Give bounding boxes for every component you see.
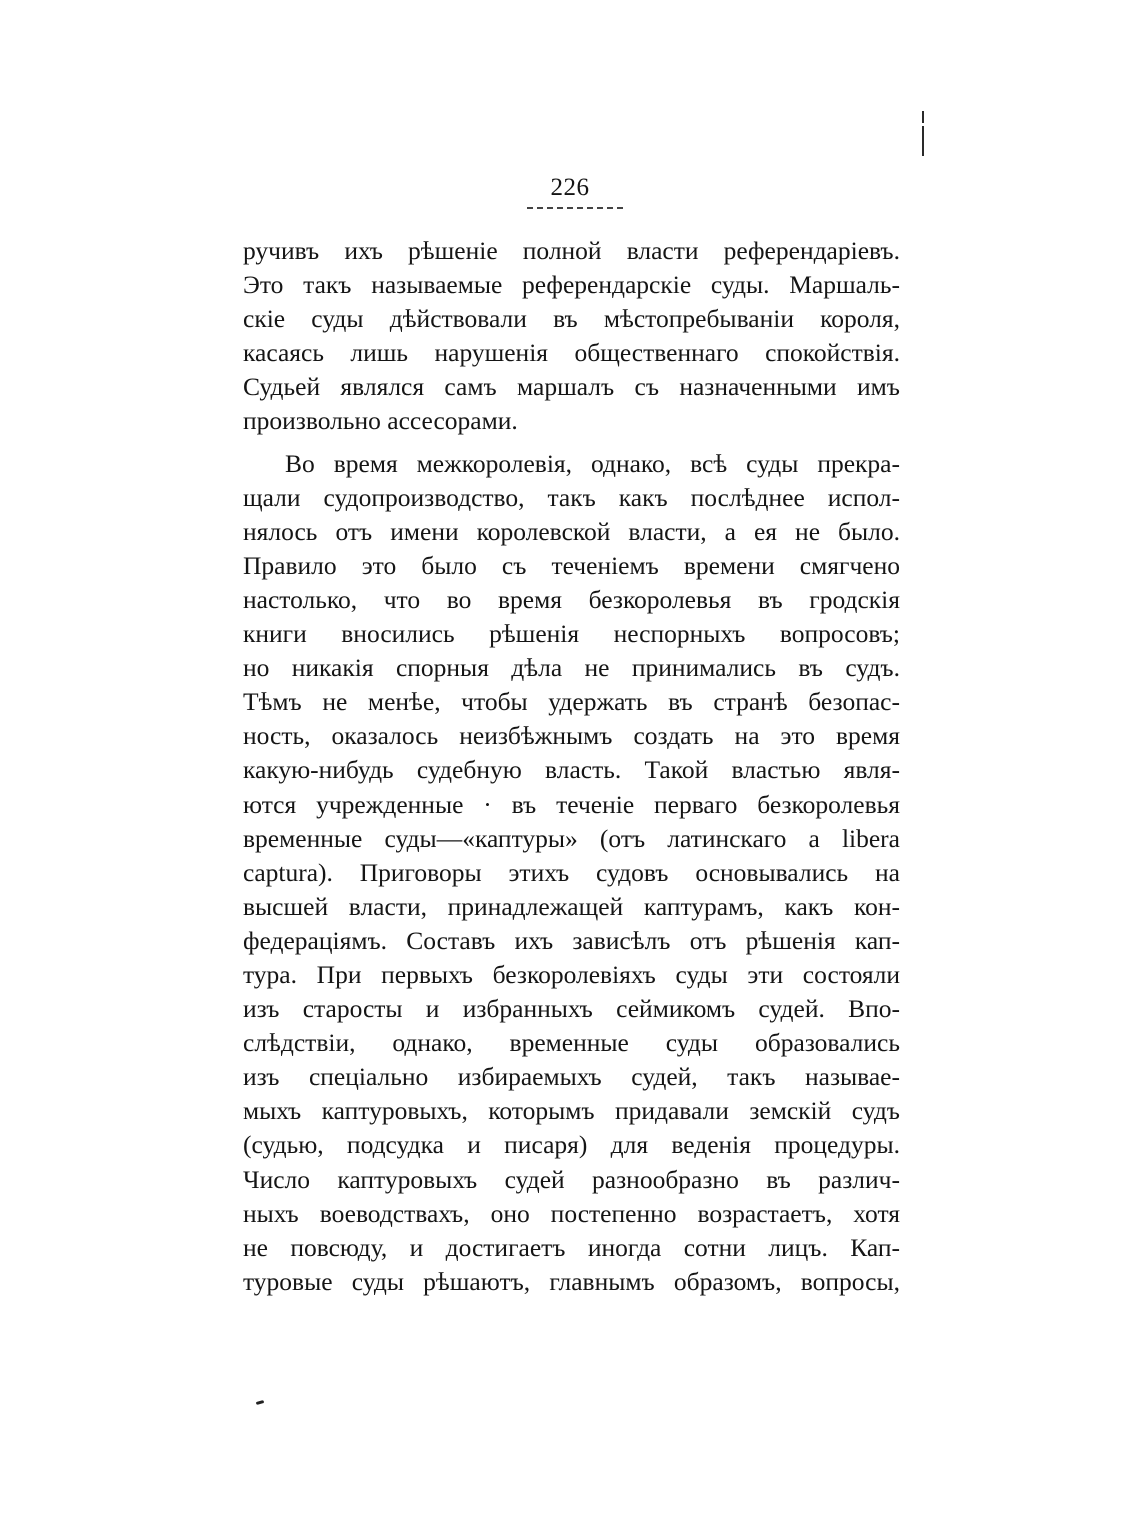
text-line: Судьей являлся самъ маршалъ съ назначенными имъ — [243, 372, 900, 402]
text-line: книги вносились рѣшенія неспорныхъ вопросовъ; — [243, 619, 900, 649]
text-line: Правило это было съ теченіемъ времени смягчено — [243, 550, 900, 580]
text-line: Это такъ называемые референдарскіе суды. Маршаль- — [243, 270, 900, 300]
paragraph-1 — [243, 234, 900, 439]
paragraph-2 — [243, 447, 900, 1299]
text-line: мыхъ каптуровыхъ, которымъ придавали земскій судъ — [243, 1096, 900, 1126]
text-line: ются учрежденные · въ теченіе перваго безкоролевья — [243, 789, 900, 819]
text-line: тура. При первыхъ безкоролевіяхъ суды эти состояли — [243, 959, 900, 989]
text-line: не повсюду, и достигаетъ иногда сотни лицъ. Кап- — [243, 1232, 900, 1262]
margin-mark — [922, 126, 924, 156]
text-line: слѣдствіи, однако, временные суды образовались — [243, 1028, 900, 1058]
text-line: ныхъ воеводствахъ, оно постепенно возрастаетъ, хотя — [243, 1198, 900, 1228]
paragraph-gap — [243, 439, 900, 447]
text-line: временные суды—«каптуры» (отъ латинскаго a libera — [243, 823, 900, 853]
text-line: скіе суды дѣйствовали въ мѣстопребываніи короля, — [243, 304, 900, 334]
text-line: высшей власти, принадлежащей каптурамъ, какъ кон- — [243, 891, 900, 921]
text-line: captura). Приговоры этихъ судовъ основывались на — [243, 857, 900, 887]
text-line: ручивъ ихъ рѣшеніе полной власти референдаріевъ. — [243, 236, 900, 265]
text-line: туровые суды рѣшаютъ, главнымъ образомъ, вопросы, — [243, 1266, 900, 1296]
text-line: ность, оказалось неизбѣжнымъ создать на это время — [243, 721, 900, 751]
text-line: изъ старосты и избранныхъ сеймикомъ судей. Впо- — [243, 994, 900, 1024]
text-line: произвольно ассесорами. — [243, 406, 518, 436]
scan-speck — [256, 1400, 265, 1405]
text-line: касаясь лишь нарушенія общественнаго спокойствія. — [243, 338, 900, 368]
text-line: Тѣмъ не менѣе, чтобы удержать въ странѣ безопас- — [243, 687, 900, 717]
body-text — [243, 234, 900, 1299]
text-line: но никакія спорныя дѣла не принимались въ судъ. — [243, 653, 900, 683]
text-line: какую-нибудь судебную власть. Такой властью явля- — [243, 755, 900, 785]
margin-mark — [922, 111, 924, 123]
text-line: Число каптуровыхъ судей разнообразно въ различ- — [243, 1164, 900, 1194]
text-line: (судью, подсудка и писаря) для веденія процедуры. — [243, 1130, 900, 1160]
text-line: федераціямъ. Составъ ихъ зависѣлъ отъ рѣшенія кап- — [243, 925, 900, 955]
text-line: нялось отъ имени королевской власти, а ея не было. — [243, 516, 900, 546]
page-number: 226 — [550, 174, 590, 201]
text-line: Во время межкоролевія, однако, всѣ суды прекра- — [285, 448, 900, 478]
text-line: изъ спеціально избираемыхъ судей, такъ называе- — [243, 1062, 900, 1092]
text-line: настолько, что во время безкоролевья въ гродскія — [243, 584, 900, 614]
text-line: щали судопроизводство, такъ какъ послѣднее испол- — [243, 482, 900, 512]
page-number-rule — [527, 207, 623, 209]
